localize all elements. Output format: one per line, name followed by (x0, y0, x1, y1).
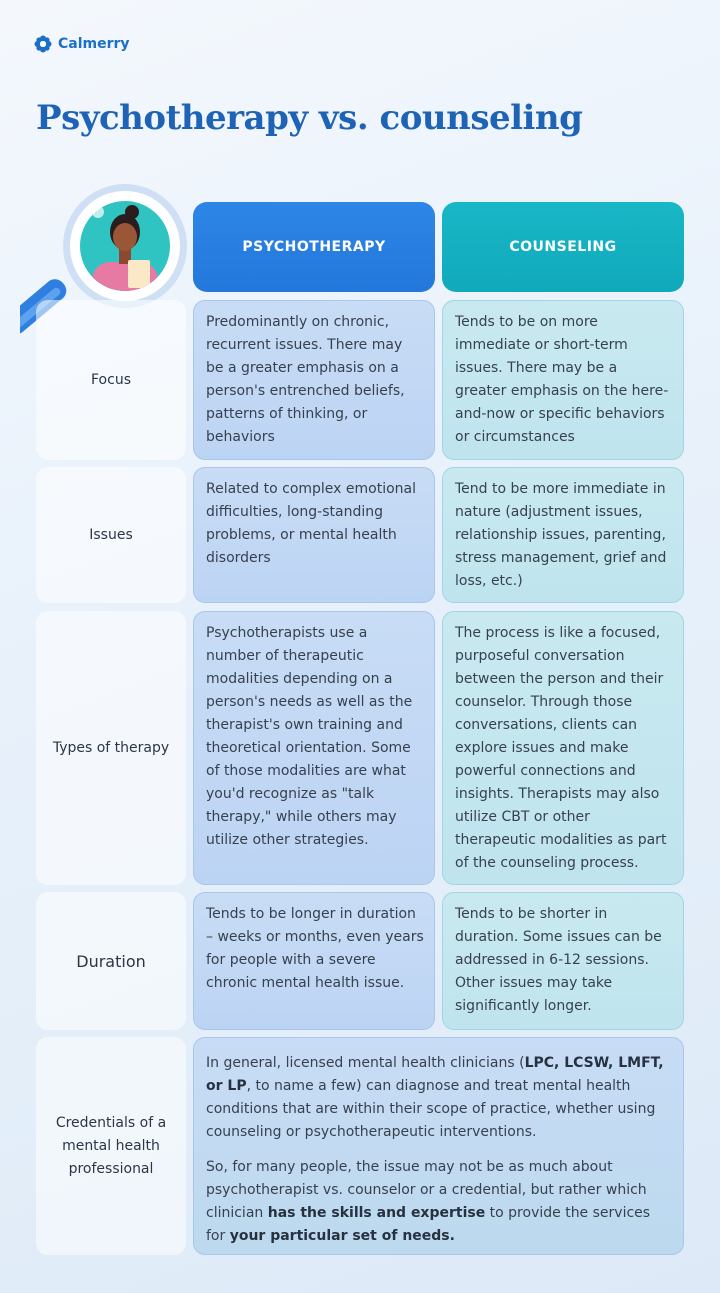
focus-counseling: Tends to be on more immediate or short-term issues. There may be a greater emphasis on the here-and-now or specific behaviors or circumstances (442, 300, 684, 460)
duration-counseling: Tends to be shorter in duration. Some issues can be addressed in 6-12 sessions. Other issues may take significantly longer. (442, 892, 684, 1030)
row-label-duration: Duration (36, 892, 186, 1030)
credentials-paragraph-1: In general, licensed mental health clinicians (LPC, LCSW, LMFT, or LP, to name a few) can diagnose and treat mental health conditions that are within their scope of practice, whether using counseling or psychotherapeutic interventions. (206, 1055, 664, 1140)
types-psychotherapy: Psychotherapists use a number of therapeutic modalities depending on a person's needs as well as the therapist's own training and theoretical orientation. Some of those modalities are what you'd recognize as "talk therapy," while others may utilize other strategies. (193, 611, 435, 885)
flower-icon (34, 35, 52, 53)
focus-psychotherapy: Predominantly on chronic, recurrent issues. There may be a greater emphasis on a person's entrenched beliefs, patterns of thinking, or behaviors (193, 300, 435, 460)
row-label-focus: Focus (36, 300, 186, 460)
row-label-credentials: Credentials of a mental health professional (36, 1037, 186, 1255)
row-label-issues: Issues (36, 467, 186, 603)
types-counseling: The process is like a focused, purposeful conversation between the person and their counselor. Through those conversations, clients can explore issues and make powerful connections and insights. Therapists may also utilize CBT or other therapeutic modalities as part of the counseling process. (442, 611, 684, 885)
credentials-paragraph-2: So, for many people, the issue may not be as much about psychotherapist vs. counselor or a credential, but rather which clinician has the skills and expertise to provide the services for your particular set of needs. (206, 1159, 651, 1244)
brand-logo (34, 35, 130, 53)
issues-counseling: Tend to be more immediate in nature (adjustment issues, relationship issues, parenting, stress management, grief and loss, etc.) (442, 467, 684, 603)
row-label-types: Types of therapy (36, 611, 186, 885)
page-title: Psychotherapy vs. counseling (36, 98, 583, 138)
credentials-cell (193, 1037, 684, 1255)
brand-name: Calmerry (58, 36, 130, 52)
column-header-counseling: COUNSELING (442, 202, 684, 292)
column-header-psychotherapy: PSYCHOTHERAPY (193, 202, 435, 292)
issues-psychotherapy: Related to complex emotional difficulties, long-standing problems, or mental health disorders (193, 467, 435, 603)
duration-psychotherapy: Tends to be longer in duration – weeks or months, even years for people with a severe chronic mental health issue. (193, 892, 435, 1030)
